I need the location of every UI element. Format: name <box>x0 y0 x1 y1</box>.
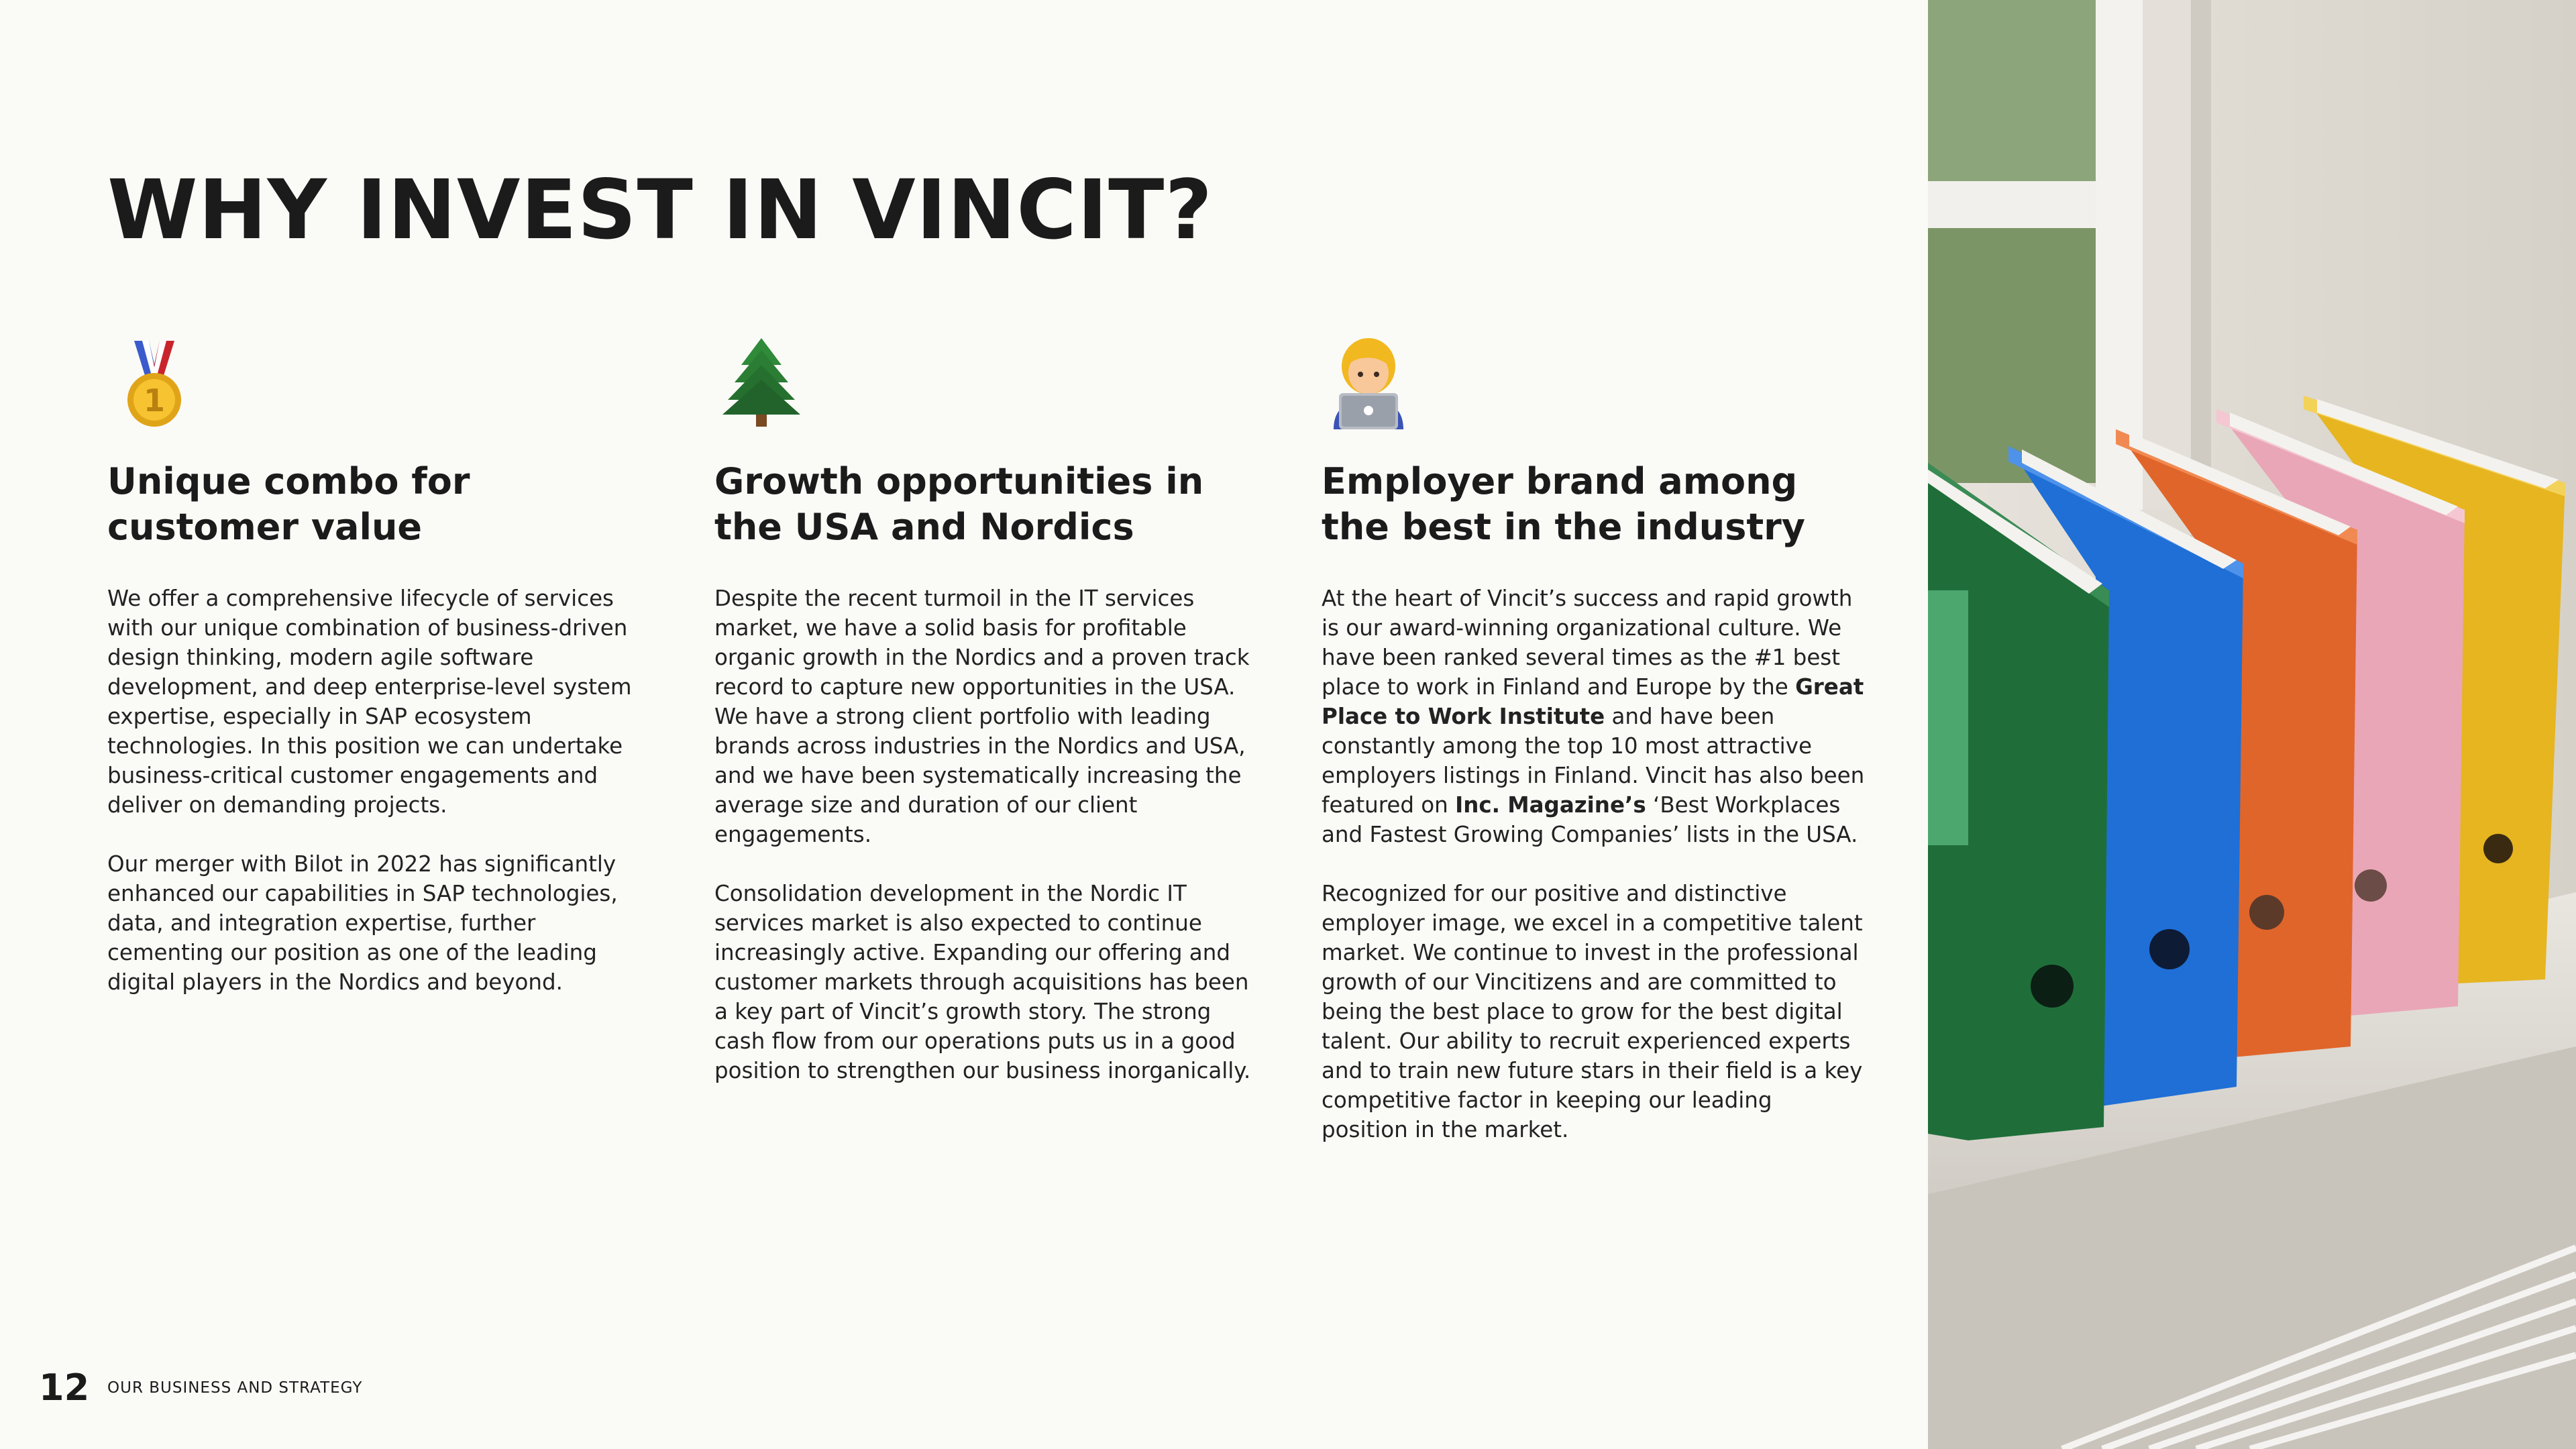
column-employer-brand <box>1322 335 1865 1174</box>
woman-technologist-icon <box>1322 335 1415 429</box>
column-heading <box>714 459 1258 550</box>
column-body <box>714 584 1258 1085</box>
paragraph-1 <box>1322 584 1865 849</box>
heading-line-1: Unique combo for <box>107 460 470 502</box>
paragraph-2: Consolidation development in the Nordic IT services market is also expected to continue increasingly active. Expanding our offering and customer markets through acquisitions has been a key part of Vincit’s growth story. The strong cash flow from our operations puts us in a good position to strengthen our business inorganically. <box>714 881 1251 1083</box>
paragraph-2: Our merger with Bilot in 2022 has significantly enhanced our capabilities in SAP technologies, data, and integration expertise, further cementing our position as one of the leading digital players in the Nordics and beyond. <box>107 851 618 995</box>
gold-medal-icon <box>107 335 201 429</box>
photo-illustration <box>1928 0 2576 1449</box>
evergreen-tree-icon <box>714 335 808 429</box>
column-growth-opportunities <box>714 335 1258 1115</box>
text-run: At the heart of Vincit’s success and rapid growth is our award-winning organizational culture. We have been ranked several times as the #1 best place to work in Finland and Europe by the <box>1322 586 1853 700</box>
paragraph-1: Despite the recent turmoil in the IT services market, we have a solid basis for profitable organic growth in the Nordics and a proven track record to capture new opportunities in the USA. We have a strong client portfolio with leading brands across industries in the Nordics and USA, and we have been systematically increasing the average size and duration of our client engagements. <box>714 586 1250 847</box>
column-heading <box>1322 459 1865 550</box>
column-body <box>1322 584 1865 1144</box>
binders-on-windowsill-photo <box>1928 0 2576 1449</box>
heading-line-1: Growth opportunities in <box>714 460 1204 502</box>
paragraph-1: We offer a comprehensive lifecycle of services with our unique combination of business-driven design thinking, modern agile software development, and deep enterprise-level system expertise, especially in SAP ecosystem technologies. In this position we can undertake business-critical customer engagements and deliver on demanding projects. <box>107 586 632 818</box>
heading-line-1: Employer brand among <box>1322 460 1798 502</box>
section-label: OUR BUSINESS AND STRATEGY <box>107 1379 363 1397</box>
heading-line-2: the USA and Nordics <box>714 506 1134 548</box>
column-customer-value <box>107 335 651 1026</box>
svg-text:1: 1 <box>143 382 166 419</box>
column-heading <box>107 459 651 550</box>
heading-line-2: the best in the industry <box>1322 506 1805 548</box>
page-number: 12 <box>39 1366 90 1409</box>
heading-line-2: customer value <box>107 506 423 548</box>
text-run: and have been constantly among the top 10 most attractive employers listings in Finland. Vincit has also been featured on <box>1322 704 1865 818</box>
paragraph-2: Recognized for our positive and distinctive employer image, we excel in a competitive talent market. We continue to invest in the professional growth of our Vincitizens and are committed to being the best place to grow for the best digital talent. Our ability to recruit experienced experts and to train new future stars in their field is a key competitive factor in keeping our leading position in the market. <box>1322 881 1863 1142</box>
text-run: ‘Best Workplaces and Fastest Growing Companies’ lists in the USA. <box>1322 792 1858 847</box>
inc-magazine-bold: Inc. Magazine’s <box>1455 792 1646 818</box>
column-body <box>107 584 651 997</box>
great-place-to-work-bold: Great Place to Work Institute <box>1322 674 1864 729</box>
page-title: WHY INVEST IN VINCIT? <box>107 162 1214 258</box>
